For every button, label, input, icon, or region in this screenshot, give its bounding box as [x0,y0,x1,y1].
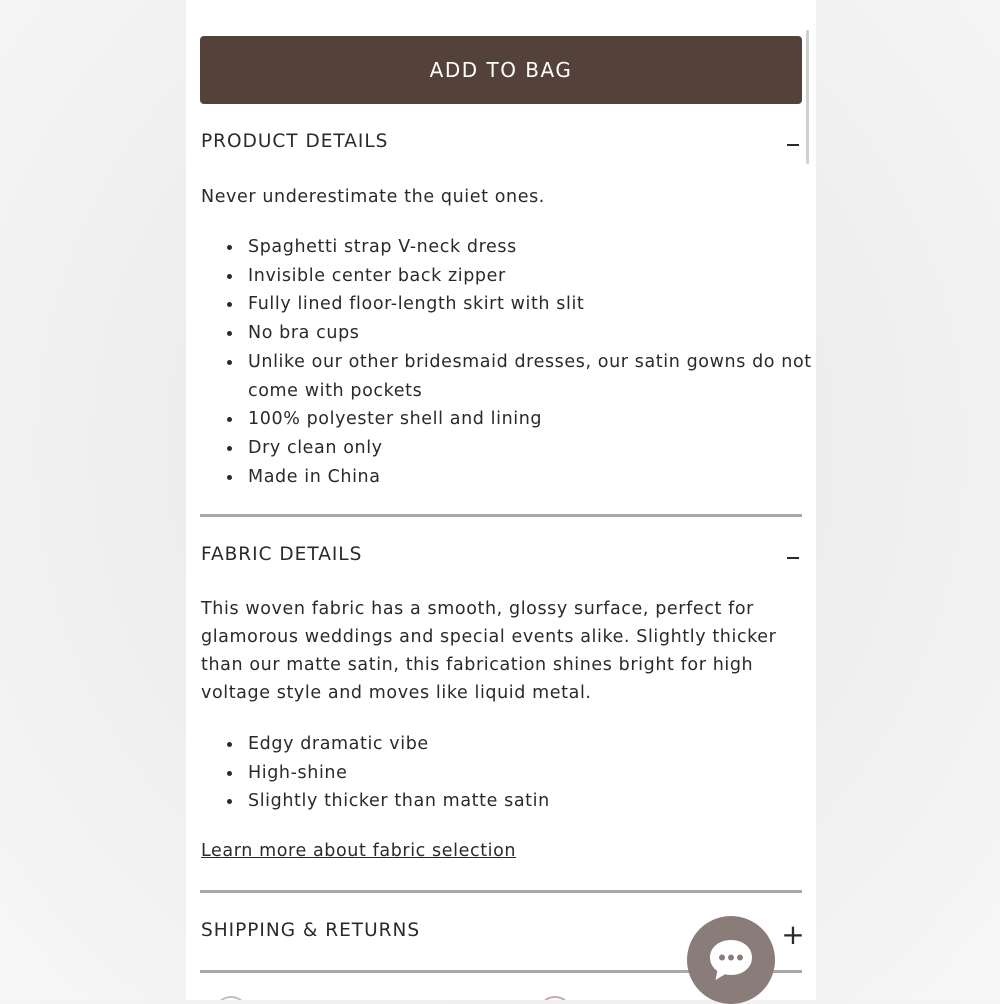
divider [200,890,802,893]
list-item: Invisible center back zipper [248,262,816,291]
list-item: Unlike our other bridesmaid dresses, our satin gowns do not come with pockets [248,348,816,405]
fabric-details-list [201,730,816,816]
list-item: 100% polyester shell and lining [248,405,816,434]
swatch-partial [538,996,572,1000]
plus-icon: + [781,918,805,951]
minus-icon [787,144,799,146]
minus-icon [787,557,799,559]
product-info-panel [186,0,816,1000]
chat-bubble-icon [707,937,755,983]
product-details-intro: Never underestimate the quiet ones. [201,187,545,207]
list-item: Dry clean only [248,434,816,463]
add-to-bag-button[interactable]: ADD TO BAG [200,36,802,104]
fabric-details-title[interactable]: FABRIC DETAILS [201,544,363,565]
swatch-partial [214,996,248,1000]
divider [200,514,802,517]
chat-button[interactable] [687,916,775,1004]
scrollbar[interactable] [806,30,809,164]
list-item: Slightly thicker than matte satin [248,787,816,816]
product-details-collapse-toggle[interactable] [782,134,804,156]
list-item: Fully lined floor-length skirt with slit [248,290,816,319]
list-item: High-shine [248,759,816,788]
product-details-title[interactable]: PRODUCT DETAILS [201,131,389,152]
shipping-returns-expand-toggle[interactable] [781,918,805,951]
list-item: Made in China [248,463,816,492]
fabric-details-description: This woven fabric has a smooth, glossy surface, perfect for glamorous weddings and special events alike. Slightly thicker than our matte satin, this fabrication shines bright for high voltage style and moves like liquid metal. [201,599,777,703]
fabric-details-collapse-toggle[interactable] [782,547,804,569]
list-item: Edgy dramatic vibe [248,730,816,759]
list-item: Spaghetti strap V-neck dress [248,233,816,262]
list-item: No bra cups [248,319,816,348]
shipping-returns-title[interactable]: SHIPPING & RETURNS [201,920,421,941]
product-details-list [201,233,816,491]
fabric-selection-link[interactable]: Learn more about fabric selection [201,841,517,861]
